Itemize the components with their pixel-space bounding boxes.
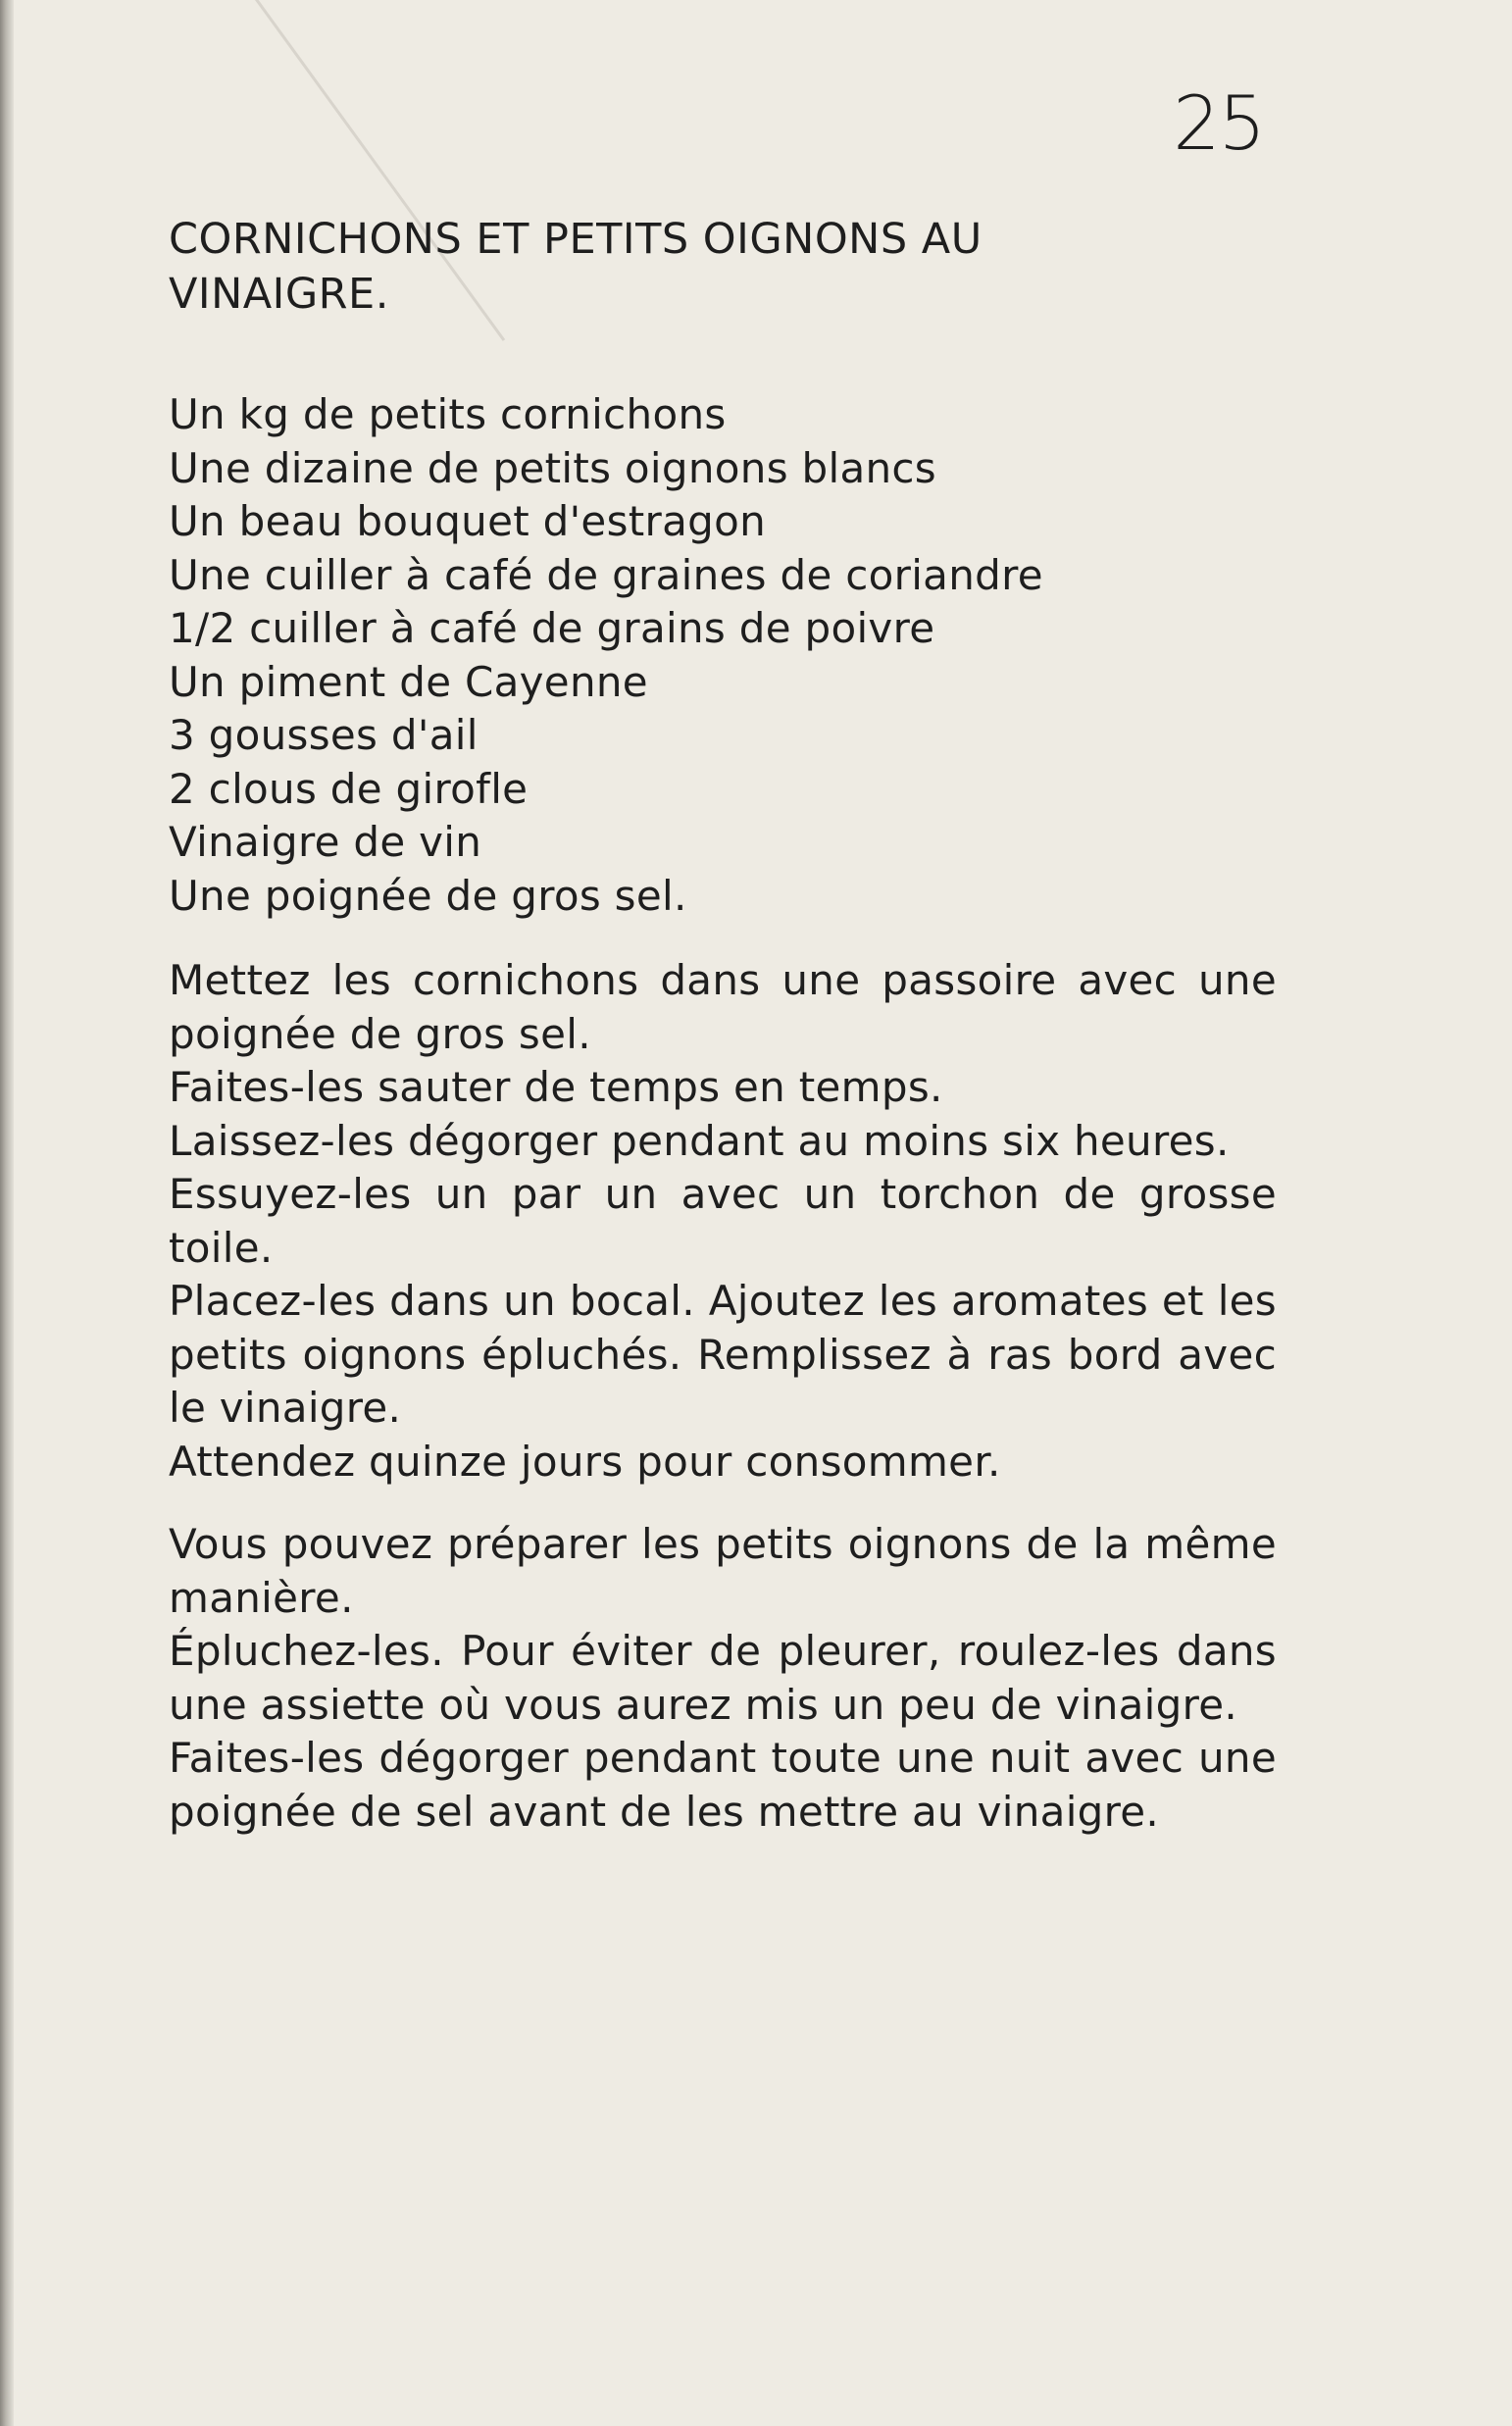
ingredient-list (169, 388, 1277, 923)
ingredient-item: Une dizaine de petits oignons blancs (169, 443, 936, 492)
page-binding-edge (0, 0, 14, 2426)
variant-section (169, 1518, 1277, 1839)
method-paragraph: Attendez quinze jours pour consommer. (169, 1437, 1001, 1486)
method-section (169, 954, 1277, 1489)
method-paragraph: Essuyez-les un par un avec un torchon de grosse toile. (169, 1170, 1277, 1272)
ingredient-item: 2 clous de girofle (169, 764, 529, 813)
method-paragraph: Placez-les dans un bocal. Ajoutez les aromates et les petits oignons épluchés. Remplissez à ras bord avec le vinaigre. (169, 1277, 1277, 1432)
variant-paragraph: Faites-les dégorger pendant toute une nuit avec une poignée de sel avant de les mettre au vinaigre. (169, 1734, 1277, 1836)
method-paragraph: Laissez-les dégorger pendant au moins six heures. (169, 1116, 1230, 1165)
recipe-title (169, 212, 1277, 322)
ingredient-item: Une poignée de gros sel. (169, 871, 687, 920)
ingredient-item: 1/2 cuiller à café de grains de poivre (169, 604, 935, 652)
ingredient-item: 3 gousses d'ail (169, 711, 479, 759)
recipe-title-line-2: VINAIGRE. (169, 270, 389, 319)
variant-paragraph: Vous pouvez préparer les petits oignons de la même manière. (169, 1520, 1277, 1622)
method-paragraph: Faites-les sauter de temps en temps. (169, 1063, 943, 1111)
ingredient-item: Vinaigre de vin (169, 818, 482, 866)
method-paragraph: Mettez les cornichons dans une passoire avec une poignée de gros sel. (169, 956, 1277, 1058)
ingredient-item: Un piment de Cayenne (169, 657, 648, 706)
page-number: 25 (1173, 79, 1264, 167)
recipe-content (169, 212, 1277, 1868)
recipe-title-line-1: CORNICHONS ET PETITS OIGNONS AU (169, 215, 983, 264)
variant-paragraph: Épluchez-les. Pour éviter de pleurer, roulez-les dans une assiette où vous aurez mis un peu de vinaigre. (169, 1627, 1277, 1729)
ingredient-item: Un kg de petits cornichons (169, 390, 727, 438)
ingredient-item: Une cuiller à café de graines de coriandre (169, 550, 1043, 599)
ingredient-item: Un beau bouquet d'estragon (169, 497, 767, 545)
